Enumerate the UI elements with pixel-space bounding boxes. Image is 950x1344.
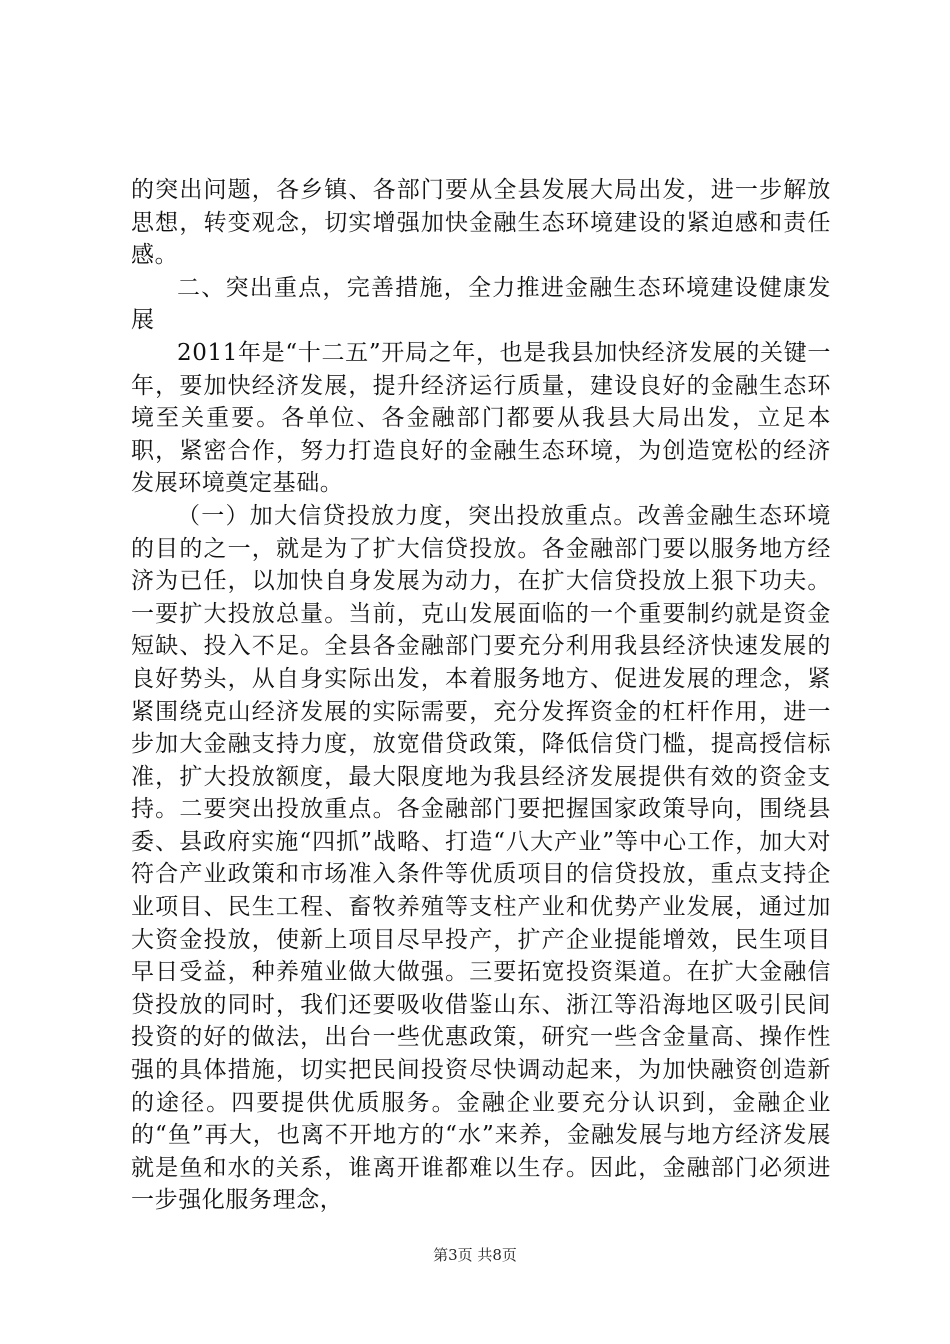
paragraph-credit-investment: （一）加大信贷投放力度，突出投放重点。改善金融生态环境的目的之一，就是为了扩大信贷投放。各金融部门要以服务地方经济为已任，以加快自身发展为动力，在扩大信贷投放上狠下功夫。一要扩大投放总量。当前，克山发展面临的一个重要制约就是资金短缺、投入不足。全县各金融部门要充分利用我县经济快速发展的良好势头，从自身实际出发，本着服务地方、促进发展的理念，紧紧围绕克山经济发展的实际需要，充分发挥资金的杠杆作用，进一步加大金融支持力度，放宽借贷政策，降低信贷门槛，提高授信标准，扩大投放额度，最大限度地为我县经济发展提供有效的资金支持。二要突出投放重点。各金融部门要把握国家政策导向，围绕县委、县政府实施“四抓”战略、打造“八大产业”等中心工作，加大对符合产业政策和市场准入条件等优质项目的信贷投放，重点支持企业项目、民生工程、畜牧养殖等支柱产业和优势产业发展，通过加大资金投放，使新上项目尽早投产，扩产企业提能增效，民生项目早日受益，种养殖业做大做强。三要拓宽投资渠道。在扩大金融信贷投放的同时，我们还要吸收借鉴山东、浙江等沿海地区吸引民间投资的好的做法，出台一些优惠政策，研究一些含金量高、操作性强的具体措施，切实把民间投资尽快调动起来，为加快融资创造新的途径。四要提供优质服务。金融企业要充分认识到，金融企业的“鱼”再大，也离不开地方的“水”来养，金融发展与地方经济发展就是鱼和水的关系，谁离开谁都难以生存。因此，金融部门必须进一步强化服务理念， [131, 502, 831, 1214]
section-heading: 二、突出重点，完善措施，全力推进金融生态环境建设健康发展 [131, 274, 831, 334]
paragraph-2011-overview: 2011年是“十二五”开局之年，也是我县加快经济发展的关键一年，要加快经济发展，提升经济运行质量，建设良好的金融生态环境至关重要。各单位、各金融部门都要从我县大局出发，立足本职，紧密合作，努力打造良好的金融生态环境，为创造宽松的经济发展环境奠定基础。 [131, 339, 831, 497]
paragraph-continuation: 的突出问题，各乡镇、各部门要从全县发展大局出发，进一步解放思想，转变观念，切实增强加快金融生态环境建设的紧迫感和责任感。 [131, 177, 831, 269]
page-footer: 第3页 共8页 [433, 1246, 517, 1264]
document-body [131, 174, 831, 1217]
